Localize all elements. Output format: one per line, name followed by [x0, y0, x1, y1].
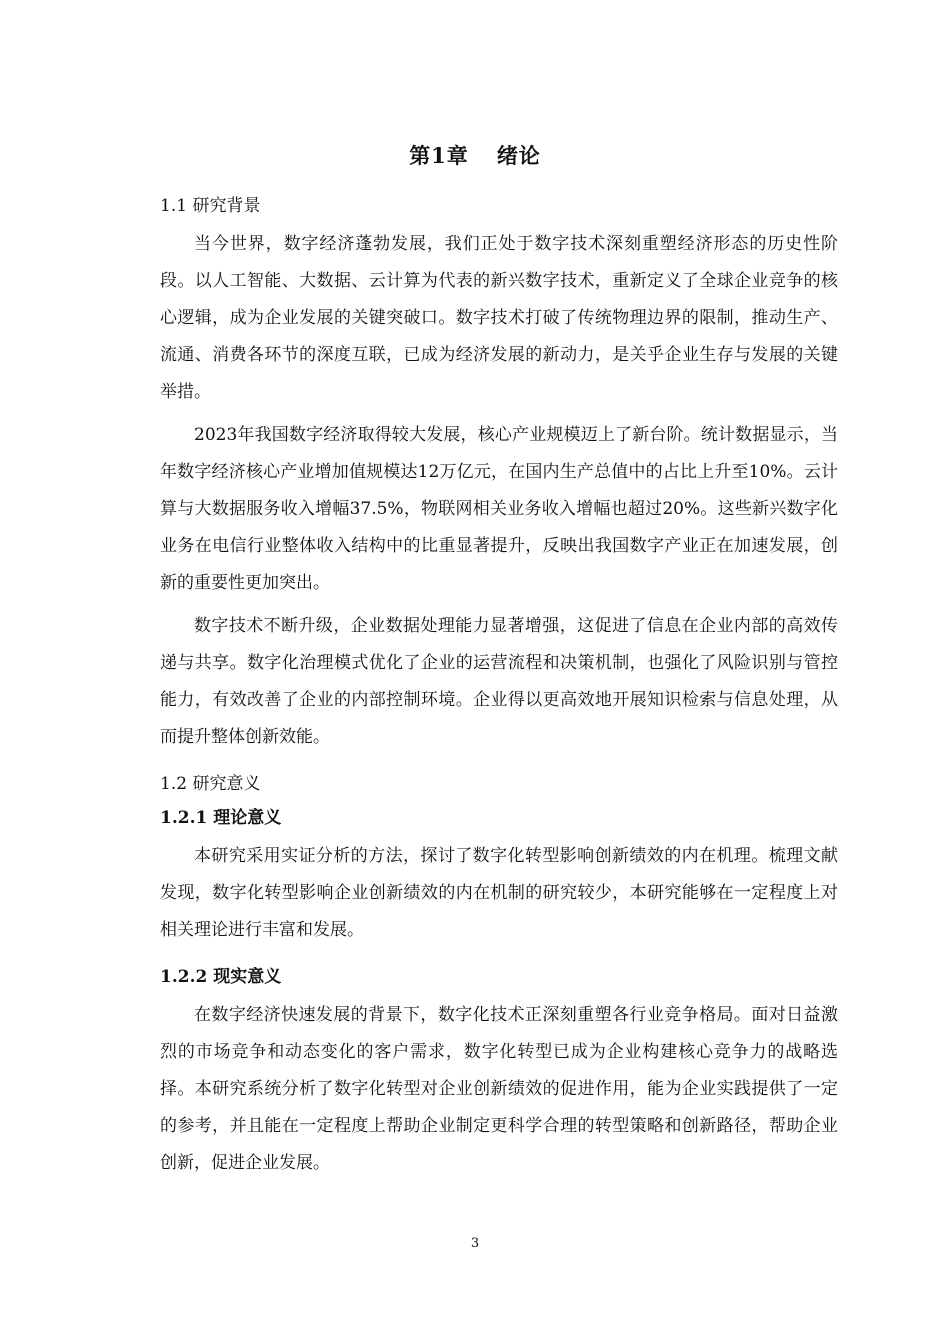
subsection-heading-practical: 1.2.2 现实意义 [160, 967, 282, 987]
section-heading-background: 1.1 研究背景 [160, 196, 261, 216]
paragraph: 当今世界，数字经济蓬勃发展，我们正处于数字技术深刻重塑经济形态的历史性阶段。以人工智能、大数据、云计算为代表的新兴数字技术，重新定义了全球企业竞争的核心逻辑，成为企业发展的关键突破口。数字技术打破了传统物理边界的限制，推动生产、流通、消费各环节的深度互联，已成为经济发展的新动力，是关乎企业生存与发展的关键举措。 [160, 234, 838, 402]
paragraph: 在数字经济快速发展的背景下，数字化技术正深刻重塑各行业竞争格局。面对日益激烈的市场竞争和动态变化的客户需求，数字化转型已成为企业构建核心竞争力的战略选择。本研究系统分析了数字化转型对企业创新绩效的促进作用，能为企业实践提供了一定的参考，并且能在一定程度上帮助企业制定更科学合理的转型策略和创新路径，帮助企业创新，促进企业发展。 [160, 1005, 838, 1173]
paragraph: 数字技术不断升级，企业数据处理能力显著增强，这促进了信息在企业内部的高效传递与共享。数字化治理模式优化了企业的运营流程和决策机制，也强化了风险识别与管控能力，有效改善了企业的内部控制环境。企业得以更高效地开展知识检索与信息处理，从而提升整体创新效能。 [160, 616, 838, 747]
section-heading-significance: 1.2 研究意义 [160, 774, 261, 794]
subsection-heading-theoretical: 1.2.1 理论意义 [160, 808, 282, 828]
page-number: 3 [470, 1236, 480, 1251]
chapter-name: 绪论 [496, 143, 541, 168]
paragraph: 2023年我国数字经济取得较大发展，核心产业规模迈上了新台阶。统计数据显示，当年数字经济核心产业增加值规模达12万亿元，在国内生产总值中的占比上升至10%。云计算与大数据服务收入增幅37.5%，物联网相关业务收入增幅也超过20%。这些新兴数字化业务在电信行业整体收入结构中的比重显著提升，反映出我国数字产业正在加速发展，创新的重要性更加突出。 [160, 425, 838, 593]
document-body [160, 192, 838, 1188]
chapter-title [0, 140, 950, 170]
paragraph: 本研究采用实证分析的方法，探讨了数字化转型影响创新绩效的内在机理。梳理文献发现，数字化转型影响企业创新绩效的内在机制的研究较少，本研究能够在一定程度上对相关理论进行丰富和发展。 [160, 846, 838, 940]
chapter-number: 第1章 [409, 143, 469, 168]
